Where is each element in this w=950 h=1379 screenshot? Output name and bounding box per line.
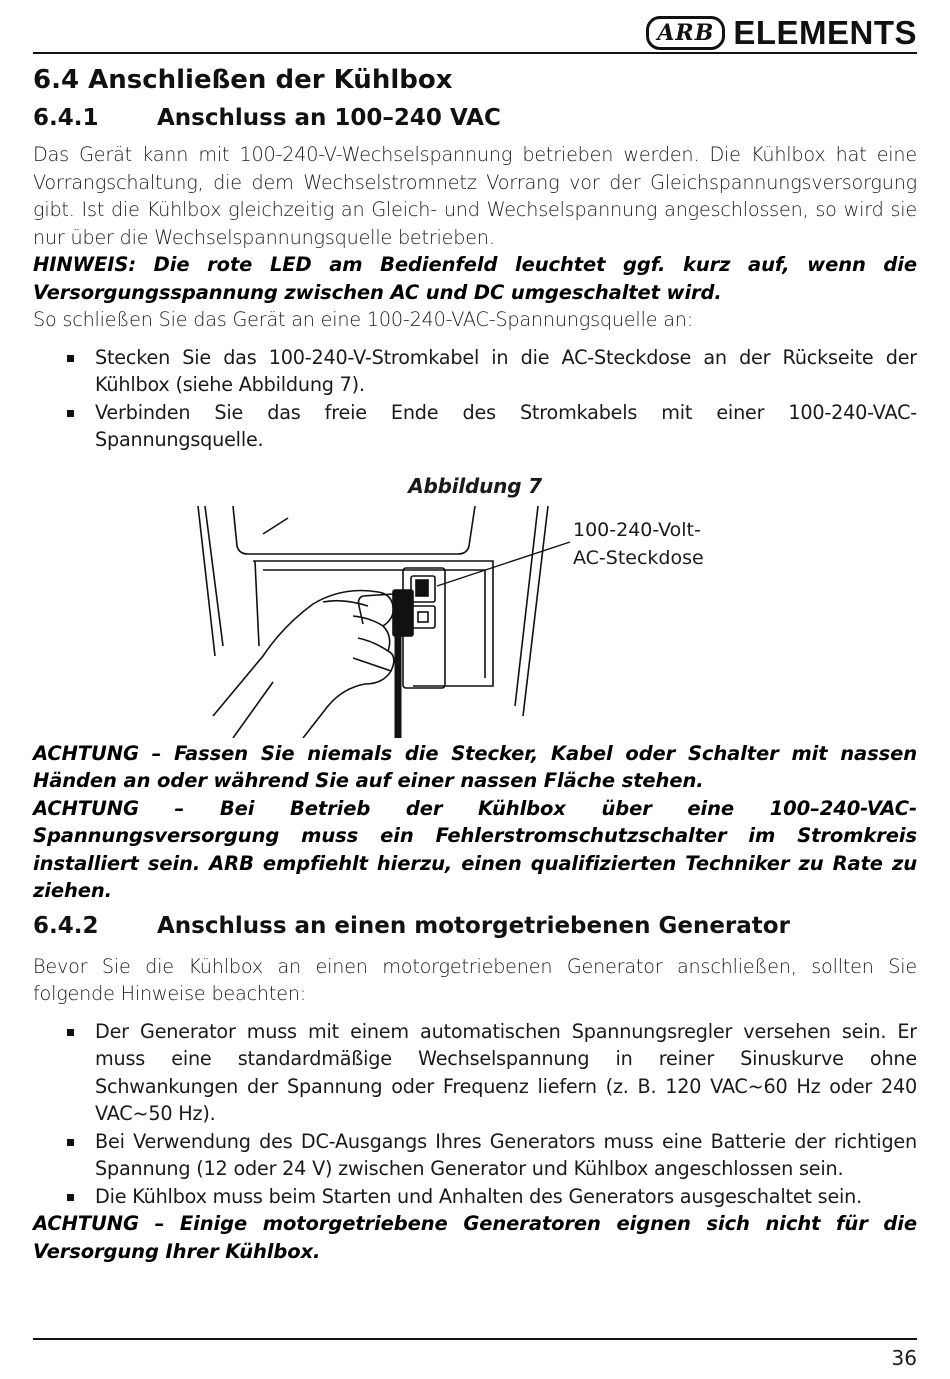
list-item: Bei Verwendung des DC-Ausgangs Ihres Generators muss eine Batterie der richtigen Spannung (12 oder 24 V) zwischen Generator und Kühlbox angeschlossen sein.	[33, 1128, 917, 1183]
brand-name: ELEMENTS	[733, 14, 917, 51]
list-item: Der Generator muss mit einem automatischen Spannungsregler versehen sein. Er muss eine standardmäßige Wechselspannung in reiner Sinuskurve ohne Schwankungen der Spannung oder Frequenz liefern (z. B. 120 VAC~60 Hz oder 240 VAC~50 Hz).	[33, 1018, 917, 1128]
note-paragraph: HINWEIS: Die rote LED am Bedienfeld leuchtet ggf. kurz auf, wenn die Versorgungsspannung zwischen AC und DC umgeschaltet wird.	[33, 253, 917, 304]
warning-paragraph: ACHTUNG – Einige motorgetriebene Generatoren eignen sich nicht für die Versorgung Ihrer Kühlbox.	[33, 1212, 917, 1263]
generator-list	[33, 1018, 917, 1211]
list-item: Die Kühlbox muss beim Starten und Anhalten des Generators ausgeschaltet sein.	[33, 1183, 917, 1211]
figure-callout-label	[573, 516, 704, 572]
subsection-heading-6-4-2	[33, 909, 917, 943]
figure-7	[33, 506, 917, 738]
warning-paragraph: ACHTUNG – Fassen Sie niemals die Stecker, Kabel oder Schalter mit nassen Händen an oder während Sie auf einer nassen Fläche stehen.	[33, 741, 917, 792]
instruction-intro: So schließen Sie das Gerät an eine 100-240-VAC-Spannungsquelle an:	[33, 308, 693, 331]
page-content	[33, 62, 917, 1265]
fridge-plug-illustration	[193, 506, 593, 738]
arb-elements-logo	[646, 14, 917, 52]
body-paragraph: Bevor Sie die Kühlbox an einen motorgetriebenen Generator anschließen, sollten Sie folgende Hinweise beachten:	[33, 954, 917, 1005]
callout-line: 100-240-Volt-	[573, 518, 701, 541]
callout-line: AC-Steckdose	[573, 546, 704, 569]
subsection-number: 6.4.1	[33, 105, 99, 131]
subsection-title: Anschluss an einen motorgetriebenen Generator	[157, 912, 790, 939]
body-paragraph: Das Gerät kann mit 100-240-V-Wechselspannung betrieben werden. Die Kühlbox hat eine Vorrangschaltung, die dem Wechselstromnetz Vorrang vor der Gleichspannungsversorgung gibt. Ist die Kühlbox gleichzeitig an Gleich- und Wechselspannung angeschlossen, so wird sie nur über die Wechselspannungsquelle betrieben.	[33, 143, 917, 249]
figure-caption: Abbildung 7	[408, 473, 542, 498]
warning-paragraph: ACHTUNG – Bei Betrieb der Kühlbox über eine 100–240-VAC-Spannungsversorgung muss ein Fehlerstromschutzschalter im Stromkreis installiert sein. ARB empfiehlt hierzu, einen qualifizierten Techniker zu Rate zu ziehen.	[33, 796, 917, 902]
page-footer	[33, 1338, 917, 1370]
page-number: 36	[891, 1346, 917, 1370]
subsection-heading-6-4-1	[33, 101, 917, 135]
subsection-title: Anschluss an 100–240 VAC	[157, 105, 501, 131]
section-title: 6.4 Anschließen der Kühlbox	[33, 65, 453, 95]
page-header	[33, 8, 917, 54]
instruction-list	[33, 344, 917, 454]
list-item: Verbinden Sie das freie Ende des Stromkabels mit einer 100-240-VAC-Spannungsquelle.	[33, 399, 917, 454]
arb-logo-badge: ARB	[646, 16, 725, 50]
list-item: Stecken Sie das 100-240-V-Stromkabel in die AC-Steckdose an der Rückseite der Kühlbox (siehe Abbildung 7).	[33, 344, 917, 399]
subsection-number: 6.4.2	[33, 912, 99, 939]
